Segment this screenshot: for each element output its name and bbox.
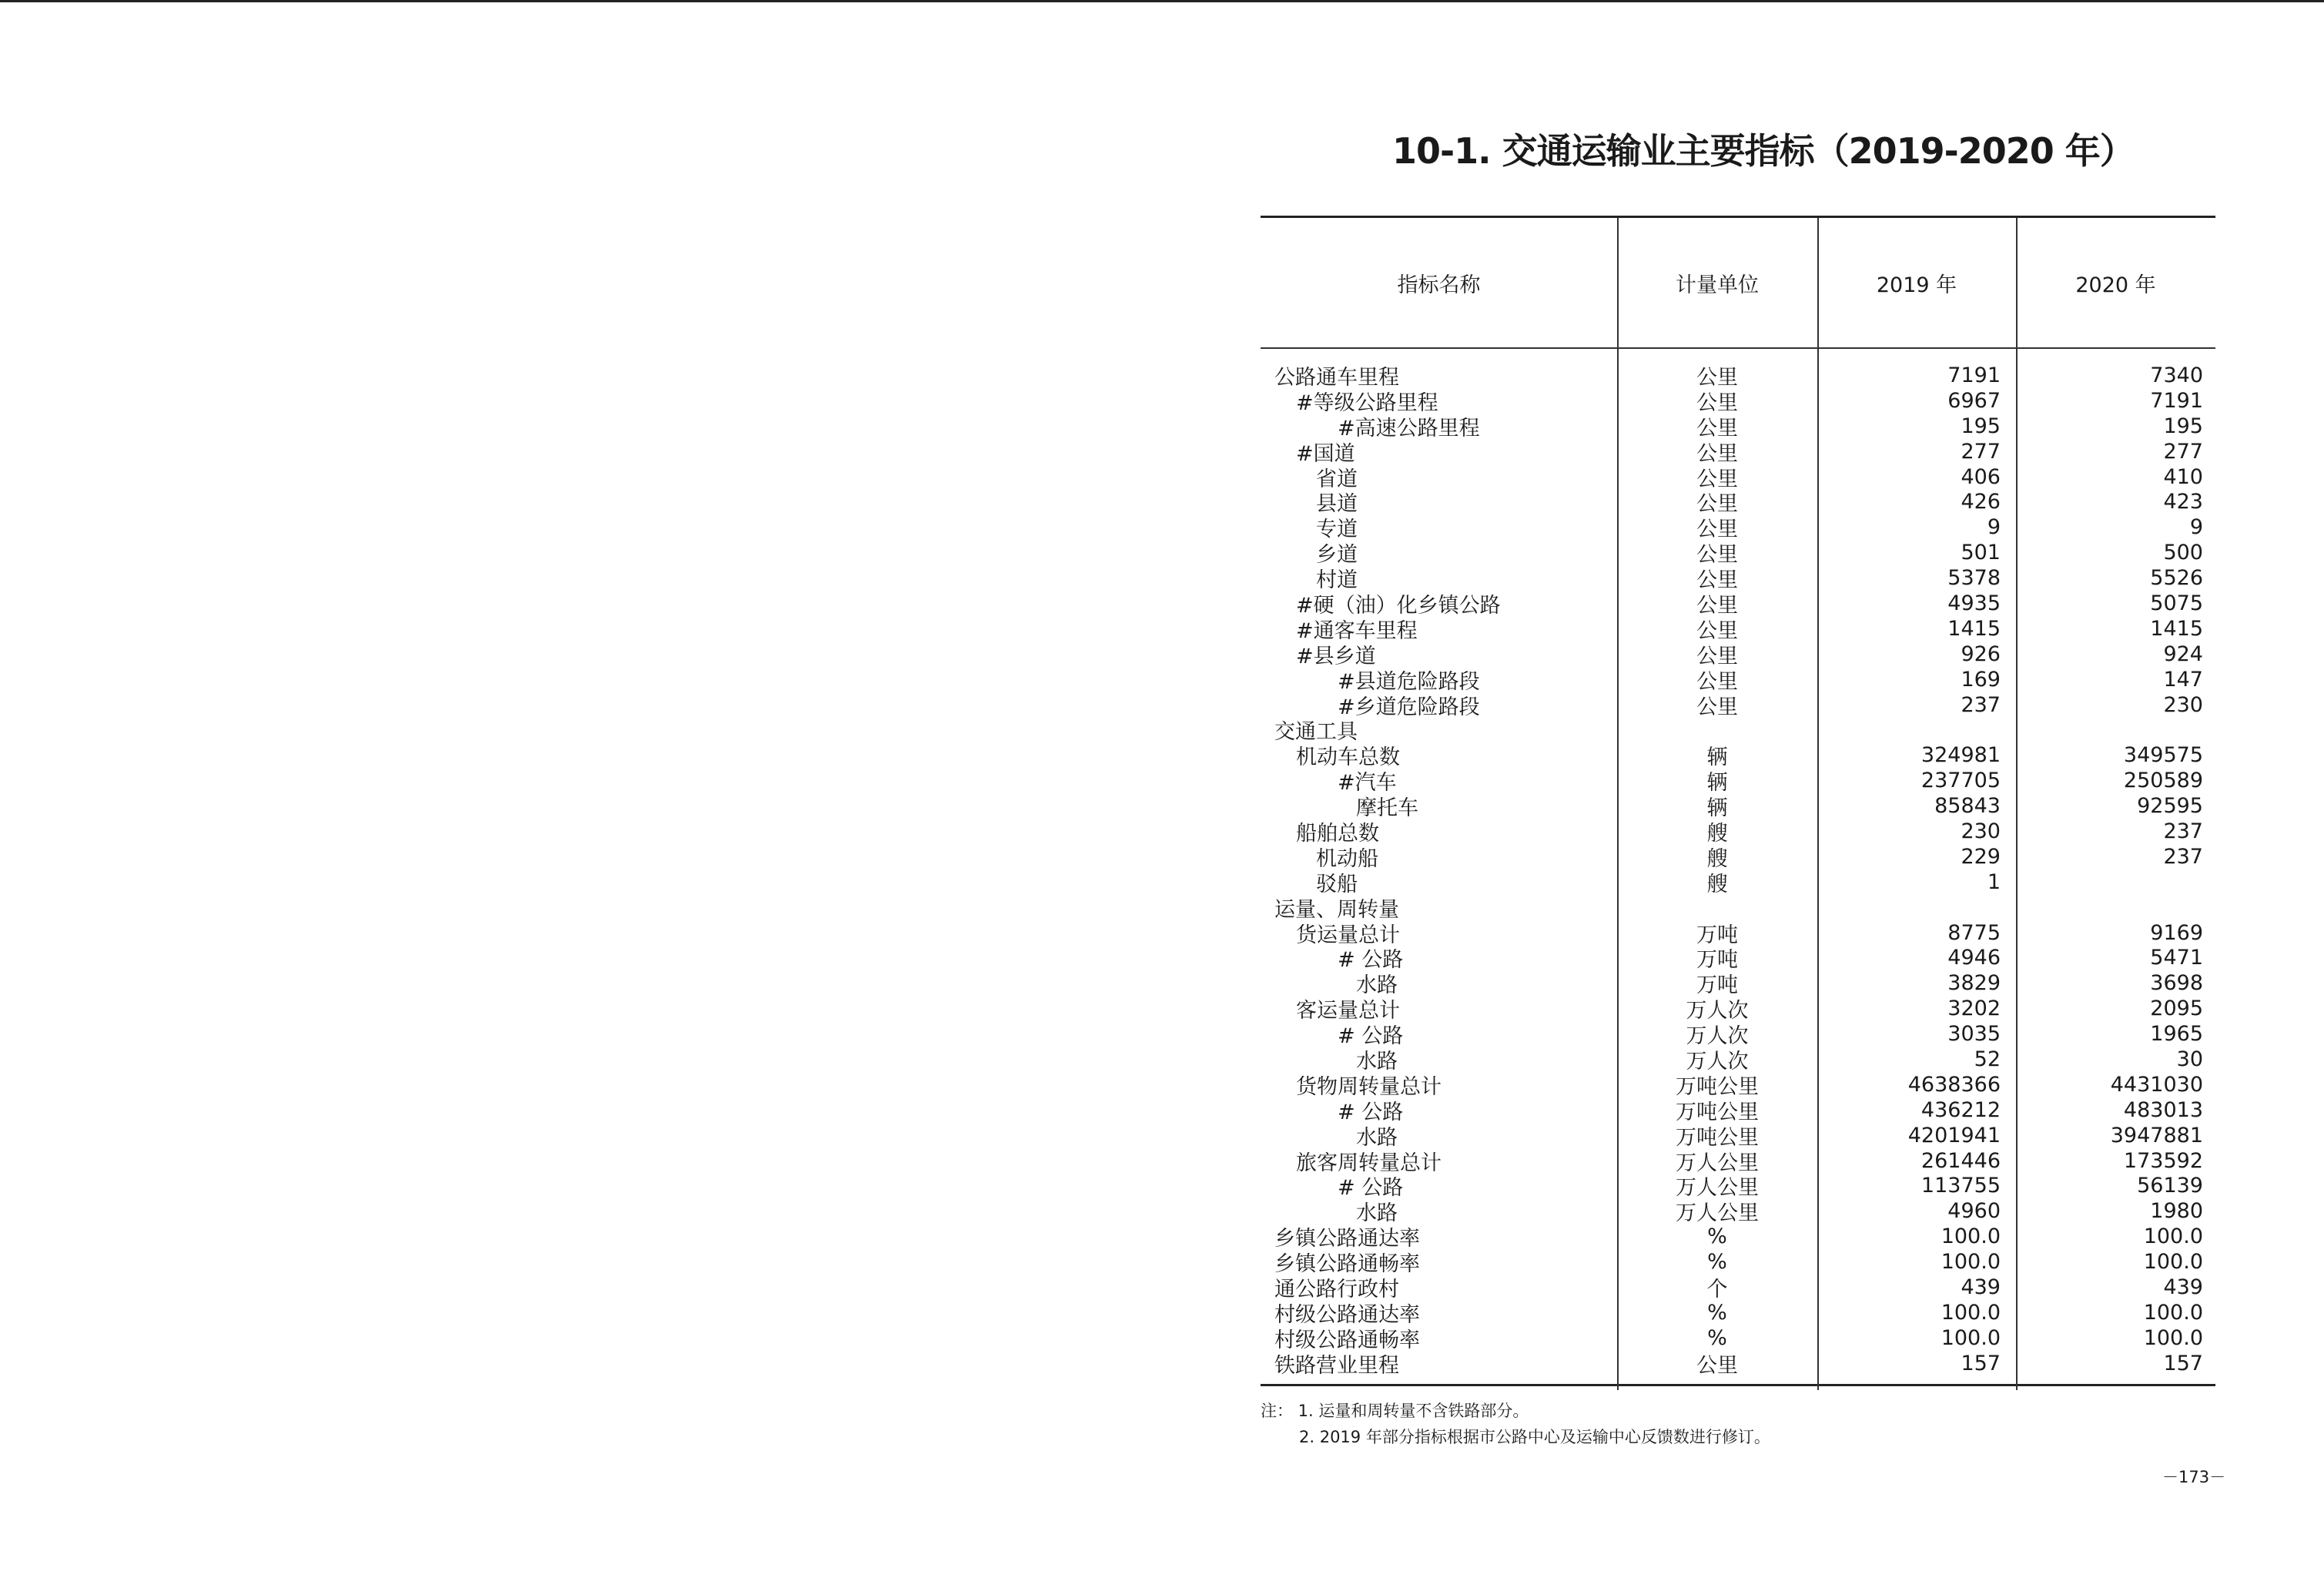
unit: 万人公里 [1676,1176,1759,1201]
unit: 公里 [1696,390,1738,415]
table-row [1261,388,2215,414]
header-indicator-name: 指标名称 [1397,273,1481,297]
value-2019: 113755 [1920,1174,2001,1198]
table-row [1261,1148,2215,1174]
value-2020: 439 [2163,1275,2203,1299]
unit: 辆 [1706,745,1728,770]
table-header [1261,218,2215,347]
indicator-name: 水路 [1356,973,1398,998]
unit: 万人次 [1686,1050,1749,1074]
unit: 公里 [1696,441,1738,466]
value-2020: 100.0 [2143,1325,2203,1350]
value-2020: 1965 [2150,1022,2203,1047]
table-row [1261,1097,2215,1123]
value-2020: 9169 [2150,920,2203,945]
value-2020: 173592 [2123,1148,2203,1173]
indicator-name: 货运量总计 [1296,923,1400,947]
table-bottom-rule [1261,1384,2215,1386]
unit: 公里 [1696,568,1738,593]
indicator-name: 乡道 [1316,543,1358,568]
value-2020: 100.0 [2143,1225,2203,1249]
value-2019: 5378 [1947,566,2001,591]
value-2020: 250589 [2123,769,2203,793]
value-2019: 100.0 [1941,1300,2001,1325]
unit: 万吨 [1696,948,1738,973]
indicator-name: #汽车 [1338,771,1397,796]
note-1: 注： 1. 运量和周转量不含铁路部分。 [1261,1402,1529,1420]
indicator-name: 县道 [1316,492,1358,517]
indicator-table [1261,216,2215,1386]
indicator-name: 船舶总数 [1296,821,1379,846]
unit: 艘 [1706,872,1728,896]
indicator-name: 铁路营业里程 [1274,1353,1399,1378]
value-2020: 410 [2163,464,2203,489]
table-row [1261,489,2215,517]
indicator-name: 水路 [1356,1125,1398,1150]
unit: 万吨公里 [1676,1125,1759,1150]
table-body [1261,349,2215,1384]
value-2020: 5526 [2150,566,2203,591]
table-row [1261,1072,2215,1097]
indicator-name: 村道 [1316,568,1358,593]
value-2020: 9 [2189,515,2203,540]
unit: 万吨公里 [1676,1100,1759,1124]
header-year-2020: 2020 年 [2075,273,2156,297]
page-title: 10-1. 交通运输业主要指标（2019-2020 年） [1392,130,2135,172]
unit: 公里 [1696,695,1738,719]
indicator-name: #通客车里程 [1296,618,1418,643]
value-2019: 1415 [1947,616,2001,641]
indicator-name: #县道危险路段 [1338,669,1480,694]
indicator-name: #高速公路里程 [1338,416,1480,441]
indicator-name: #等级公路里程 [1296,390,1438,415]
unit: 公里 [1696,492,1738,517]
value-2019: 406 [1961,464,2001,489]
indicator-name: 乡镇公路通畅率 [1274,1252,1420,1277]
column-divider [1617,218,1619,1390]
value-2019: 169 [1961,667,2001,692]
indicator-name: 通公路行政村 [1274,1278,1399,1302]
table-row [1261,819,2215,844]
table-row [1261,540,2215,568]
unit: 万吨 [1696,973,1738,998]
column-divider [1817,218,1819,1390]
unit: 公里 [1696,543,1738,568]
value-2020: 3947881 [2110,1123,2203,1147]
value-2020: 5075 [2150,591,2203,615]
value-2020: 2095 [2150,997,2203,1021]
unit: 万吨公里 [1676,1074,1759,1099]
indicator-name: 运量、周转量 [1274,897,1399,922]
value-2020: 3698 [2150,971,2203,996]
indicator-name: 村级公路通畅率 [1274,1328,1420,1352]
header-unit: 计量单位 [1676,273,1759,297]
value-2020: 92595 [2137,794,2203,819]
unit: 万人次 [1686,1024,1749,1049]
value-2020: 4431030 [2110,1072,2203,1097]
indicator-name: 专道 [1316,518,1358,542]
unit: 公里 [1696,1353,1738,1378]
value-2020: 30 [2176,1047,2203,1071]
value-2019: 439 [1961,1275,2001,1299]
value-2019: 85843 [1934,794,2001,819]
table-row [1261,717,2215,745]
unit: 公里 [1696,593,1738,618]
indicator-name: #乡道危险路段 [1338,695,1480,719]
unit: 万人次 [1686,999,1749,1023]
indicator-name: 省道 [1316,467,1358,491]
unit: % [1707,1225,1727,1249]
value-2019: 436212 [1920,1097,2001,1122]
table-row [1261,869,2215,895]
table-row [1261,742,2215,768]
indicator-name: #国道 [1296,441,1355,466]
table-row [1261,996,2215,1021]
table-row [1261,1351,2215,1376]
table-row [1261,945,2215,973]
table-row [1261,591,2215,616]
indicator-name: # 公路 [1338,1100,1404,1124]
value-2020: 230 [2163,692,2203,717]
value-2019: 100.0 [1941,1250,2001,1275]
table-row [1261,565,2215,591]
indicator-name: #县乡道 [1296,644,1376,668]
value-2019: 3202 [1947,997,2001,1021]
table-row [1261,1174,2215,1199]
indicator-name: 村级公路通达率 [1274,1302,1420,1327]
table-row [1261,1300,2215,1325]
value-2019: 426 [1961,490,2001,514]
value-2019: 501 [1961,541,2001,565]
table-row [1261,1275,2215,1300]
table-row [1261,667,2215,692]
table-row [1261,363,2215,388]
table-row [1261,1123,2215,1148]
value-2020: 423 [2163,490,2203,514]
value-2019: 1 [1987,869,2001,894]
value-2019: 4946 [1947,946,2001,970]
unit: % [1707,1300,1727,1325]
value-2019: 237 [1961,692,2001,717]
indicator-name: # 公路 [1338,1024,1404,1049]
value-2019: 157 [1961,1351,2001,1375]
table-row [1261,1224,2215,1249]
table-row [1261,920,2215,946]
table-row [1261,642,2215,667]
value-2019: 195 [1961,414,2001,438]
indicator-name: # 公路 [1338,948,1404,973]
value-2020: 7340 [2150,363,2203,387]
value-2020: 277 [2163,439,2203,464]
indicator-name: 旅客周转量总计 [1296,1151,1442,1175]
value-2019: 230 [1961,819,2001,843]
unit: 艘 [1706,846,1728,871]
table-row [1261,439,2215,464]
unit: 公里 [1696,669,1738,694]
table-row [1261,616,2215,642]
value-2019: 261446 [1920,1148,2001,1173]
value-2020: 237 [2163,819,2203,843]
value-2020: 483013 [2123,1097,2203,1122]
value-2019: 277 [1961,439,2001,464]
header-year-2019: 2019 年 [1876,273,1957,297]
table-row [1261,844,2215,869]
table-notes [1261,1398,1770,1450]
unit: 公里 [1696,365,1738,390]
table-row [1261,1047,2215,1072]
table-row [1261,970,2215,996]
value-2019: 6967 [1947,388,2001,413]
indicator-name: 货物周转量总计 [1296,1074,1442,1099]
table-row [1261,895,2215,920]
unit: 公里 [1696,518,1738,542]
value-2019: 229 [1961,844,2001,869]
value-2019: 52 [1974,1047,2001,1071]
indicator-name: 水路 [1356,1050,1398,1074]
value-2020: 237 [2163,844,2203,869]
table-row [1261,1249,2215,1275]
table-row [1261,793,2215,819]
unit: 公里 [1696,644,1738,668]
value-2019: 3829 [1947,971,2001,996]
table-row [1261,768,2215,796]
table-row [1261,1325,2215,1351]
unit: 万人公里 [1676,1201,1759,1226]
column-divider [2016,218,2018,1390]
table-row [1261,414,2215,439]
value-2019: 9 [1987,515,2001,540]
value-2020: 1415 [2150,616,2203,641]
value-2019: 4960 [1947,1199,2001,1224]
indicator-name: 机动车总数 [1296,745,1400,770]
value-2019: 8775 [1947,920,2001,945]
value-2019: 7191 [1947,363,2001,387]
value-2020: 1980 [2150,1199,2203,1224]
page-top-rule [0,0,2324,2]
unit: 艘 [1706,821,1728,846]
indicator-name: 公路通车里程 [1274,365,1399,390]
note-2: 2. 2019 年部分指标根据市公路中心及运输中心反馈数进行修订。 [1299,1428,1770,1446]
value-2019: 4935 [1947,591,2001,615]
unit: 辆 [1706,796,1728,821]
value-2020: 195 [2163,414,2203,438]
value-2020: 5471 [2150,946,2203,970]
unit: % [1707,1250,1727,1275]
value-2019: 324981 [1920,743,2001,768]
value-2019: 4638366 [1907,1072,2001,1097]
unit: 个 [1706,1278,1728,1302]
value-2019: 237705 [1920,769,2001,793]
table-row [1261,1021,2215,1047]
indicator-name: 机动船 [1316,846,1378,871]
value-2020: 100.0 [2143,1250,2203,1275]
unit: 辆 [1706,771,1728,796]
indicator-name: 交通工具 [1274,720,1358,745]
value-2019: 3035 [1947,1022,2001,1047]
indicator-name: #硬（油）化乡镇公路 [1296,593,1501,618]
table-row [1261,464,2215,490]
value-2020: 924 [2163,642,2203,666]
value-2020: 500 [2163,541,2203,565]
value-2020: 157 [2163,1351,2203,1375]
indicator-name: 摩托车 [1356,796,1418,821]
page-number: －173－ [2162,1468,2226,1486]
value-2020: 100.0 [2143,1300,2203,1325]
indicator-name: 客运量总计 [1296,999,1400,1023]
value-2020: 349575 [2123,743,2203,768]
unit: 万人公里 [1676,1151,1759,1175]
value-2019: 100.0 [1941,1325,2001,1350]
value-2019: 926 [1961,642,2001,666]
value-2020: 56139 [2137,1174,2203,1198]
indicator-name: 驳船 [1316,872,1358,896]
table-row [1261,1198,2215,1224]
value-2019: 100.0 [1941,1225,2001,1249]
unit: 公里 [1696,467,1738,491]
value-2020: 147 [2163,667,2203,692]
unit: 公里 [1696,618,1738,643]
indicator-name: 乡镇公路通达率 [1274,1227,1420,1251]
table-row [1261,692,2215,718]
table-row [1261,514,2215,540]
indicator-name: # 公路 [1338,1176,1404,1201]
unit: % [1707,1325,1727,1350]
value-2020: 7191 [2150,388,2203,413]
indicator-name: 水路 [1356,1201,1398,1226]
value-2019: 4201941 [1907,1123,2001,1147]
unit: 公里 [1696,416,1738,441]
unit: 万吨 [1696,923,1738,947]
